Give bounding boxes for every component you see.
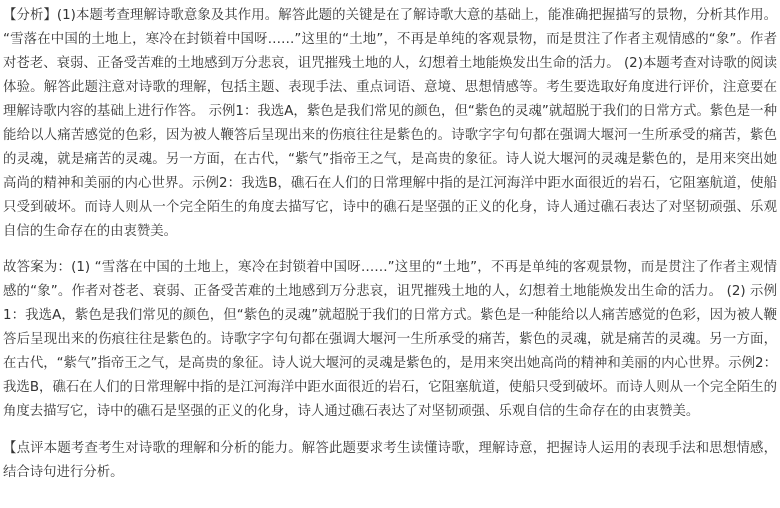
analysis-paragraph: 【分析】(1)本题考查理解诗歌意象及其作用。解答此题的关键是在了解诗歌大意的基础上，能准确把握描写的景物，分析其作用。 “雪落在中国的土地上，寒冷在封锁着中国呀……”这里的“土地”，不再是单纯的客观景物，而是贯注了作者主观情感的“象”。作者对苍老、衰弱、正备受苦难的土地感到万分悲哀，诅咒摧残土地的人，幻想着土地能焕发出生命的活力。 (2)本题考查对诗歌的阅读体验。解答此题注意对诗歌的理解，包括主题、表现手法、重点词语、意境、思想情感等。考生要选取好角度进行评价，注意要在理解诗歌内容的基础上进行作答。 示例1：我选A，紫色是我们常见的颜色，但“紫色的灵魂”就超脱于我们的日常方式。紫色是一种能给以人痛苦感觉的色彩，因为被人鞭答后呈现出来的伤痕往往是紫色的。诗歌字字句句都在强调大堰河一生所承受的痛苦，紫色的灵魂，就是痛苦的灵魂。另一方面，在古代，“紫气”指帝王之气，是高贵的象征。诗人说大堰河的灵魂是紫色的，是用来突出她高尚的精神和美丽的内心世界。示例2：我选B，礁石在人们的日常理解中指的是江河海洋中距水面很近的岩石，它阻塞航道，使船只受到破坏。而诗人则从一个完全陌生的角度去描写它，诗中的礁石是坚强的正义的化身，诗人通过礁石表达了对坚韧顽强、乐观自信的生命存在的由衷赞美。 — [3, 8, 777, 239]
answer-paragraph: 故答案为：(1) “雪落在中国的土地上，寒冷在封锁着中国呀……”这里的“土地”，不再是单纯的客观景物，而是贯注了作者主观情感的“象”。作者对苍老、衰弱、正备受苦难的土地感到万分悲哀，诅咒摧残土地的人，幻想着土地能焕发出生命的活力。 (2) 示例1：我选A，紫色是我们常见的颜色，但“紫色的灵魂”就超脱于我们的日常方式。紫色是一种能给以人痛苦感觉的色彩，因为被人鞭答后呈现出来的伤痕往往是紫色的。诗歌字字句句都在强调大堰河一生所承受的痛苦，紫色的灵魂，就是痛苦的灵魂。另一方面，在古代，“紫气”指帝王之气，是高贵的象征。诗人说大堰河的灵魂是紫色的，是用来突出她高尚的精神和美丽的内心世界。示例2：我选B，礁石在人们的日常理解中指的是江河海洋中距水面很近的岩石，它阻塞航道，使船只受到破坏。而诗人则从一个完全陌生的角度去描写它，诗中的礁石是坚强的正义的化身，诗人通过礁石表达了对坚韧顽强、乐观自信的生命存在的由衷赞美。 — [3, 260, 777, 419]
comment-paragraph: 【点评本题考查考生对诗歌的理解和分析的能力。解答此题要求考生读懂诗歌，理解诗意，把握诗人运用的表现手法和思想情感，结合诗句进行分析。 — [3, 441, 777, 480]
